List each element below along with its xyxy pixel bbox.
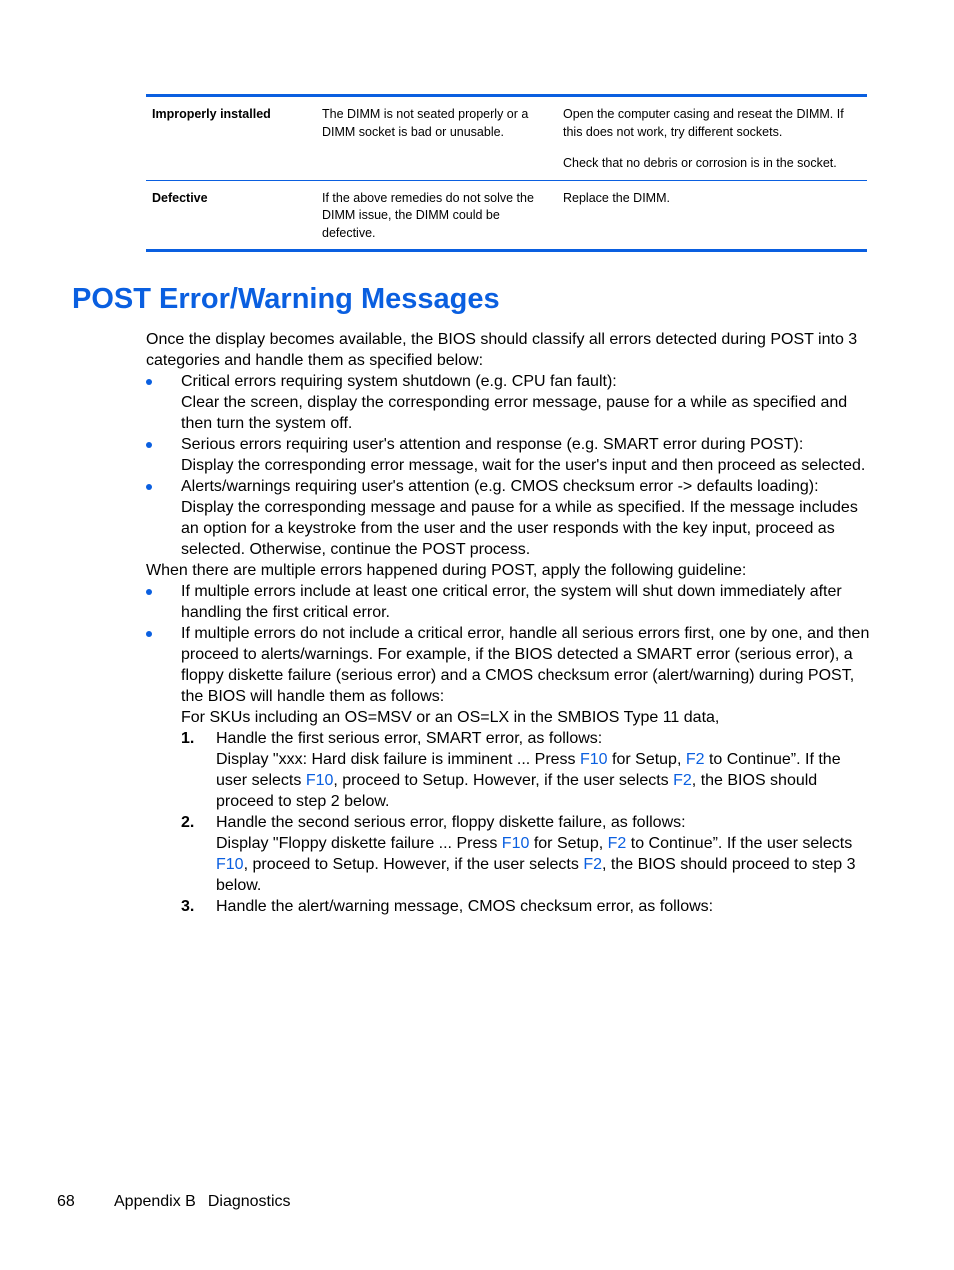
- step-item: [146, 812, 870, 833]
- guideline-text: If multiple errors include at least one critical error, the system will shut down immediately after handling the first critical error.: [181, 583, 842, 621]
- page-number: 68: [57, 1193, 75, 1210]
- category-title: Alerts/warnings requiring user's attention (e.g. CMOS checksum error -> defaults loading):: [181, 478, 819, 495]
- step-number: 3.: [181, 898, 195, 915]
- key-f10-link[interactable]: F10: [501, 835, 530, 852]
- step-number: 1.: [181, 730, 195, 747]
- category-title: Critical errors requiring system shutdown (e.g. CPU fan fault):: [181, 373, 617, 390]
- step-detail-text: for Setup,: [607, 751, 686, 768]
- bullet-icon: [146, 379, 152, 385]
- table-cell-cause: Defective: [152, 190, 208, 205]
- sku-note: For SKUs including an OS=MSV or an OS=LX in the SMBIOS Type 11 data,: [181, 709, 720, 726]
- step-number: 2.: [181, 814, 195, 831]
- category-list: [146, 371, 870, 560]
- list-item: [146, 434, 870, 455]
- list-item: [146, 581, 870, 623]
- step-detail-text: to Continue”. If the user selects: [216, 751, 841, 789]
- step-item: [146, 728, 870, 749]
- key-f10-link[interactable]: F10: [216, 856, 244, 873]
- guideline-list: [146, 581, 870, 707]
- step-title: Handle the first serious error, SMART error, as follows:: [216, 730, 603, 747]
- table-row: [146, 180, 867, 250]
- list-item: [146, 476, 870, 497]
- bullet-icon: [146, 484, 152, 490]
- step-detail-text: , proceed to Setup. However, if the user selects: [333, 772, 674, 789]
- bullet-icon: [146, 442, 152, 448]
- list-item: [146, 371, 870, 392]
- category-detail: Display the corresponding message and pause for a while as specified. If the message includes an option for a keystroke from the user and the user responds with the key input, proceed as selected. Otherwise, continue the POST process.: [181, 499, 858, 558]
- bullet-icon: [146, 631, 152, 637]
- step-detail-text: for Setup,: [529, 835, 608, 852]
- intro-paragraph: Once the display becomes available, the BIOS should classify all errors detected during POST into 3 categories and handle them as specified below:: [146, 331, 858, 369]
- key-f2-link[interactable]: F2: [685, 751, 705, 768]
- section-body: [146, 329, 870, 917]
- step-item: [146, 896, 870, 917]
- bullet-icon: [146, 589, 152, 595]
- key-f2-link[interactable]: F2: [607, 835, 627, 852]
- footer-section: Appendix B: [114, 1193, 196, 1210]
- category-title: Serious errors requiring user's attention and response (e.g. SMART error during POST):: [181, 436, 804, 453]
- key-f10-link[interactable]: F10: [305, 772, 334, 789]
- footer-chapter: Diagnostics: [207, 1193, 291, 1210]
- category-detail: Display the corresponding error message, wait for the user's input and then proceed as selected.: [181, 457, 866, 474]
- step-list: [146, 728, 870, 917]
- table-cell-action: [557, 97, 867, 180]
- key-f2-link[interactable]: F2: [583, 856, 602, 873]
- key-f10-link[interactable]: F10: [580, 751, 608, 768]
- step-detail-text: , the BIOS should proceed to step 3 below.: [216, 856, 856, 894]
- guideline-intro: When there are multiple errors happened during POST, apply the following guideline:: [146, 562, 747, 579]
- step-detail-text: , proceed to Setup. However, if the user selects: [243, 856, 584, 873]
- table-cell-description: If the above remedies do not solve the DIMM issue, the DIMM could be defective.: [322, 190, 534, 240]
- table-cell-action: [557, 181, 867, 250]
- step-detail-text: Display "xxx: Hard disk failure is imminent ... Press: [216, 751, 580, 768]
- step-detail-text: , the BIOS should proceed to step 2 below.: [216, 772, 818, 810]
- step-detail-text: to Continue”. If the user selects: [626, 835, 853, 852]
- step-detail: [146, 749, 870, 812]
- dimm-troubleshooting-table: [146, 94, 867, 252]
- table-cell-description: The DIMM is not seated properly or a DIMM socket is bad or unusable.: [322, 107, 529, 139]
- step-detail: [146, 833, 870, 896]
- step-title: Handle the alert/warning message, CMOS checksum error, as follows:: [216, 898, 714, 915]
- step-detail-text: Display "Floppy diskette failure ... Press: [216, 835, 502, 852]
- action-text: Replace the DIMM.: [563, 190, 670, 205]
- page-footer: [57, 1191, 291, 1212]
- section-heading: POST Error/Warning Messages: [72, 283, 500, 315]
- list-item: [146, 623, 870, 707]
- key-f2-link[interactable]: F2: [673, 772, 692, 789]
- guideline-text: If multiple errors do not include a critical error, handle all serious errors first, one by one, and then proceed to alerts/warnings. For example, if the BIOS detected a SMART error (serious error), a floppy diskette failure (serious error) and a CMOS checksum error (alert/warning) during POST, the BIOS will handle them as follows:: [181, 625, 870, 705]
- category-detail: Clear the screen, display the corresponding error message, pause for a while as specified and then turn the system off.: [181, 394, 848, 432]
- action-text: Open the computer casing and reseat the DIMM. If this does not work, try different sockets.: [563, 107, 844, 139]
- step-title: Handle the second serious error, floppy diskette failure, as follows:: [216, 814, 686, 831]
- action-text: Check that no debris or corrosion is in the socket.: [563, 156, 837, 170]
- table-row: [146, 97, 867, 180]
- table-cell-cause: Improperly installed: [152, 107, 271, 121]
